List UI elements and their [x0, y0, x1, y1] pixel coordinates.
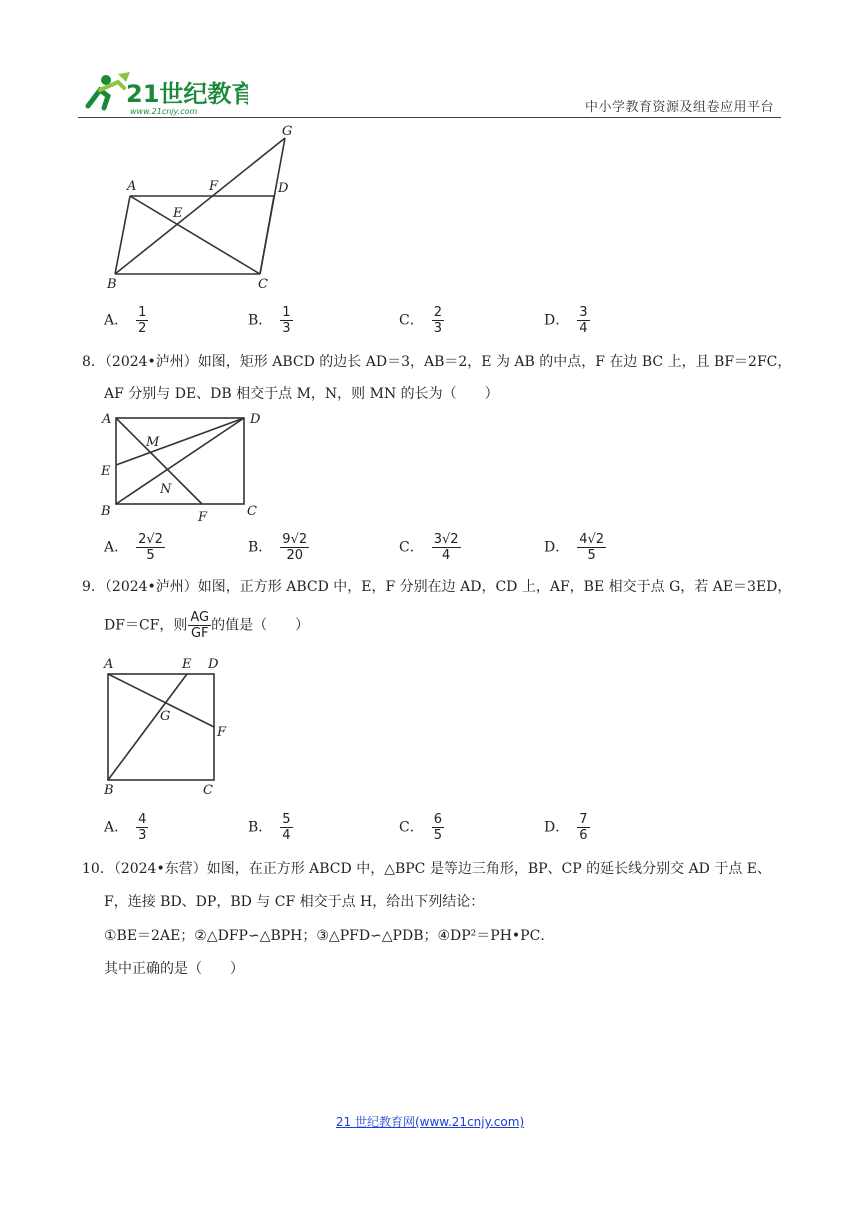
choice-b[interactable]: B． $\frac{1}{3}$ [248, 305, 291, 336]
point-label: B [107, 277, 117, 292]
q10-conclusions: ①BE＝2AE；②△DFP∽△BPH；③△PFD∽△PDB；④DP²＝PH•PC． [104, 928, 555, 944]
point-label: D [208, 657, 219, 672]
point-label: C [247, 504, 257, 519]
point-label: G [160, 709, 171, 724]
point-label: F [198, 510, 208, 525]
header-divider [78, 117, 781, 118]
point-label: D [250, 412, 261, 427]
q10-text-line1: 10．（2024•东营）如图，在正方形 ABCD 中，△BPC 是等边三角形，BP、CP 的延长线分别交 AD 于点 E、 [82, 861, 772, 877]
choice-a[interactable]: A． $\frac{2√2}{5}$ [104, 532, 163, 563]
runner-icon [78, 68, 248, 118]
q10-text-line2: F，连接 BD、DP，BD 与 CF 相交于点 H，给出下列结论： [104, 894, 485, 910]
choice-c[interactable]: C． $\frac{6}{5}$ [399, 812, 442, 843]
point-label: F [209, 179, 219, 194]
site-logo [78, 68, 248, 118]
q8-figure [96, 408, 276, 528]
point-label: A [104, 657, 114, 672]
q9-text-line2: DF＝CF，则 $\frac{AG}{GF}$ 的值是（ ） [104, 610, 310, 641]
point-label: N [160, 482, 172, 497]
point-label: C [258, 277, 268, 292]
choice-c[interactable]: C． $\frac{3√2}{4}$ [399, 532, 459, 563]
point-label: B [101, 504, 111, 519]
choice-d[interactable]: D． $\frac{7}{6}$ [544, 812, 588, 843]
choice-b[interactable]: B． $\frac{9√2}{20}$ [248, 532, 308, 563]
point-label: C [203, 783, 213, 798]
point-label: A [102, 412, 112, 427]
point-label: E [173, 206, 183, 221]
q8-text-line1: 8．（2024•泸州）如图，矩形 ABCD 的边长 AD＝3，AB＝2，E 为 AB 的中点，F 在边 BC 上，且 BF＝2FC， [82, 354, 792, 370]
point-label: D [278, 181, 289, 196]
point-label: G [282, 124, 293, 139]
choice-b[interactable]: B． $\frac{5}{4}$ [248, 812, 291, 843]
point-label: A [127, 179, 137, 194]
choice-d[interactable]: D． $\frac{4√2}{5}$ [544, 532, 605, 563]
footer [0, 1113, 860, 1130]
svg-text:21世纪教育: 21世纪教育 [126, 80, 248, 108]
footer-link[interactable]: 21 世纪教育网(www.21cnjy.com) [335, 1115, 525, 1129]
q10-prompt: 其中正确的是（ ） [104, 961, 244, 977]
q7-figure [100, 122, 310, 294]
point-label: B [104, 783, 114, 798]
platform-name: 中小学教育资源及组卷应用平台 [584, 100, 774, 115]
choice-c[interactable]: C． $\frac{2}{3}$ [399, 305, 442, 336]
choice-d[interactable]: D． $\frac{3}{4}$ [544, 305, 588, 336]
q9-figure [96, 652, 246, 800]
choice-a[interactable]: A． $\frac{1}{2}$ [104, 305, 147, 336]
point-label: E [101, 464, 111, 479]
svg-text:www.21cnjy.com: www.21cnjy.com [130, 107, 198, 116]
point-label: E [182, 657, 192, 672]
choice-a[interactable]: A． $\frac{4}{3}$ [104, 812, 147, 843]
q8-text-line2: AF 分别与 DE、DB 相交于点 M，N，则 MN 的长为（ ） [104, 386, 499, 402]
point-label: F [217, 725, 227, 740]
point-label: M [146, 435, 160, 450]
q9-text-line1: 9．（2024•泸州）如图，正方形 ABCD 中，E，F 分别在边 AD，CD 上，AF，BE 相交于点 G，若 AE＝3ED， [82, 579, 792, 595]
